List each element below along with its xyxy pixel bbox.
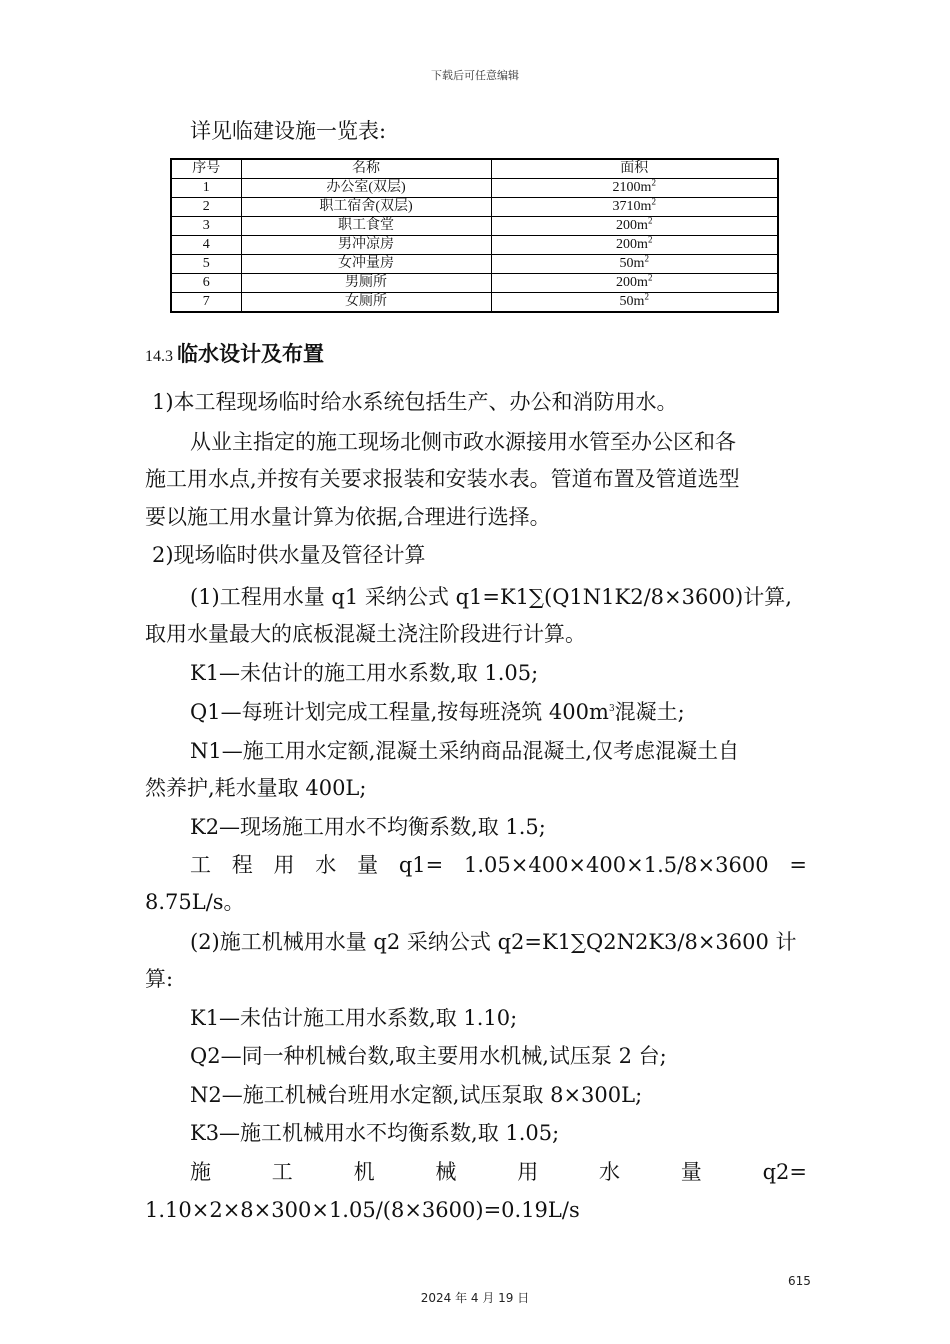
cell-index: 2 — [171, 198, 241, 217]
paragraph-3: 2)现场临时供水量及管径计算 — [152, 543, 426, 567]
cell-name: 办公室(双层) — [241, 179, 491, 198]
table-row — [171, 217, 778, 236]
header-index: 序号 — [171, 159, 241, 179]
param-q2: Q2—同一种机械台数,取主要用水机械,试压泵 2 台; — [190, 1044, 667, 1068]
table-header-row — [171, 159, 778, 179]
table-row — [171, 236, 778, 255]
cell-area: $50m^2$ — [491, 255, 778, 274]
table-row — [171, 274, 778, 293]
result-q2-line-1: 施 工 机 械 用 水 量 q2= — [190, 1160, 807, 1184]
formula-q2-line-2: 算: — [145, 967, 174, 991]
section-title: 临水设计及布置 — [177, 341, 324, 366]
cell-name: 职工宿舍(双层) — [241, 198, 491, 217]
page-number: 615 — [788, 1274, 811, 1288]
header-name: 名称 — [241, 159, 491, 179]
footer-date: 2024 年 4 月 19 日 — [420, 1291, 530, 1305]
cell-area: $50m^2$ — [491, 293, 778, 313]
param-n1-line-1: N1—施工用水定额,混凝土采纳商品混凝土,仅考虑混凝土自 — [190, 739, 740, 763]
table-row — [171, 293, 778, 313]
section-heading — [145, 338, 324, 368]
cell-index: 4 — [171, 236, 241, 255]
header-area: 面积 — [491, 159, 778, 179]
cell-name: 职工食堂 — [241, 217, 491, 236]
cell-index: 5 — [171, 255, 241, 274]
cell-area: $2100m^2$ — [491, 179, 778, 198]
facility-table — [170, 158, 779, 313]
cell-area: $200m^2$ — [491, 217, 778, 236]
cell-name: 女冲量房 — [241, 255, 491, 274]
param-n1-line-2: 然养护,耗水量取 400L; — [145, 776, 367, 800]
cell-index: 6 — [171, 274, 241, 293]
cell-area: $3710m^2$ — [491, 198, 778, 217]
section-number: 14.3 — [145, 348, 177, 365]
paragraph-2-line-1: 从业主指定的施工现场北侧市政水源接用水管至办公区和各 — [190, 430, 736, 454]
cell-name: 男冲凉房 — [241, 236, 491, 255]
table-row — [171, 179, 778, 198]
result-q1-line-2: 8.75L/s。 — [145, 890, 245, 914]
cell-index: 3 — [171, 217, 241, 236]
paragraph-1: 1)本工程现场临时给水系统包括生产、办公和消防用水。 — [152, 390, 678, 414]
param-k1: K1—未估计的施工用水系数,取 1.05; — [190, 661, 539, 685]
table-row — [171, 198, 778, 217]
table-intro: 详见临建设施一览表: — [190, 119, 387, 143]
table-row — [171, 255, 778, 274]
param-q1: Q1—每班计划完成工程量,按每班浇筑 $400m^3$混凝土; — [190, 700, 685, 724]
cell-name: 女厕所 — [241, 293, 491, 313]
param-k3: K3—施工机械用水不均衡系数,取 1.05; — [190, 1121, 560, 1145]
paragraph-2-line-3: 要以施工用水量计算为依据,合理进行选择。 — [145, 505, 551, 529]
paragraph-2-line-2: 施工用水点,并按有关要求报装和安装水表。管道布置及管道选型 — [145, 467, 740, 491]
cell-area: $200m^2$ — [491, 236, 778, 255]
cell-name: 男厕所 — [241, 274, 491, 293]
formula-q1-line-1: (1)工程用水量 q1 采纳公式 q1=K1∑(Q1N1K2/8×3600)计算, — [190, 585, 792, 609]
result-q1-line-1: 工 程 用 水 量 q1= 1.05×400×400×1.5/8×3600 = — [190, 853, 807, 877]
formula-q2-line-1: (2)施工机械用水量 q2 采纳公式 q2=K1∑Q2N2K3/8×3600 计 — [190, 930, 797, 954]
param-n2: N2—施工机械台班用水定额,试压泵取 8×300L; — [190, 1083, 643, 1107]
cell-area: $200m^2$ — [491, 274, 778, 293]
cell-index: 7 — [171, 293, 241, 313]
param-k2: K2—现场施工用水不均衡系数,取 1.5; — [190, 815, 546, 839]
formula-q1-line-2: 取用水量最大的底板混凝土浇注阶段进行计算。 — [145, 622, 586, 646]
result-q2-line-2: 1.10×2×8×300×1.05/(8×3600)=0.19L/s — [145, 1198, 580, 1222]
param-k1b: K1—未估计施工用水系数,取 1.10; — [190, 1006, 518, 1030]
header-note: 下载后可任意编辑 — [431, 69, 519, 82]
cell-index: 1 — [171, 179, 241, 198]
